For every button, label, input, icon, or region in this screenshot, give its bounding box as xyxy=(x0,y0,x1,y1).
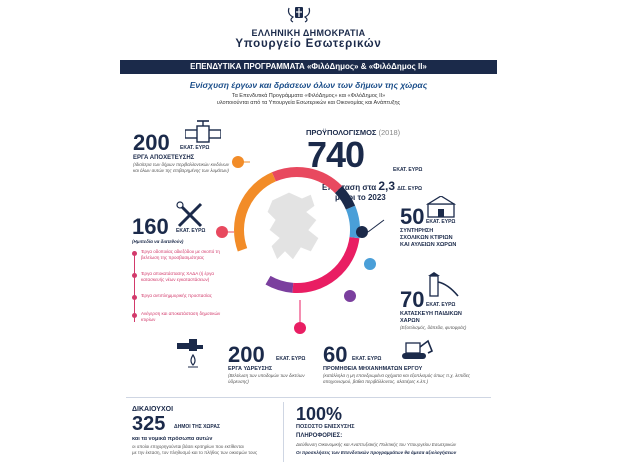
water-note: (Βελτίωση των υποδομών των δικτύων ύδρευσης) xyxy=(228,373,305,384)
schools-title-3: ΚΑΙ ΑΥΛΕΙΩΝ ΧΩΡΩΝ xyxy=(400,242,457,248)
budget-until: μέχρι το 2023 xyxy=(335,193,386,202)
beneficiaries-count-label: ΔΗΜΟΙ ΤΗΣ ΧΩΡΑΣ xyxy=(174,424,221,430)
roads-item: Ανέγερση και αποκατάσταση δημοτικών κτιρίων xyxy=(132,311,221,322)
bullet-dot xyxy=(132,251,137,256)
roads-item: Έργα αντιπλημμυρικής προστασίας xyxy=(132,293,221,299)
roads-unit: ΕΚΑΤ. ΕΥΡΩ xyxy=(176,228,206,234)
bullet-dot xyxy=(132,295,137,300)
water-tap-icon xyxy=(177,337,207,376)
schools-amount: 50 xyxy=(400,204,425,229)
drainage-amount: 200 xyxy=(133,130,170,155)
beneficiaries-label: ΔΙΚΑΙΟΥΧΟΙ xyxy=(132,406,174,413)
info-line-1: Διεύθυνση Οικονομικής και Αναπτυξιακής Πολιτικής του Υπουργείου Εσωτερικών xyxy=(296,442,457,447)
playgrounds-amount: 70 xyxy=(400,287,425,312)
budget-amount: 740 xyxy=(307,134,365,175)
program-banner: ΕΠΕΝΔΥΤΙΚΑ ΠΡΟΓΡΑΜΜΑΤΑ «ΦιλόΔημος» & «ΦιλόΔημος ΙΙ» xyxy=(120,60,497,74)
legal-entities: και τα νομικά πρόσωπα αυτών xyxy=(132,436,213,442)
beneficiaries-count: 325 xyxy=(132,413,166,435)
intro-line-1: Τα Επενδυτικά Προγράμματα «ΦιλόΔημος» και «ΦιλόΔημος ΙΙ» xyxy=(231,93,386,99)
schools-title-2: ΣΧΟΛΙΚΩΝ ΚΤΙΡΙΩΝ xyxy=(400,235,453,241)
bullet-dot xyxy=(132,313,137,318)
support-percent-label: ΠΟΣΟΣΤΟ ΕΝΙΣΧΥΣΗΣ xyxy=(296,424,355,430)
playgrounds-unit: ΕΚΑΤ. ΕΥΡΩ xyxy=(426,302,456,308)
machinery-note: (κατάλληλα η μη επανδρωμένα οχήματα και εξοπλισμός όπως π.χ. λεπίδες αποχιονισμού, βαθια περιβάλλοντος, αλατιέρες κ.λπ.) xyxy=(323,373,470,384)
drainage-note: (Ιδιαίτερα των δήμων περιβαλλοντικών κινδύνων και όλων αυτών της επιβαρημένης των λυμάτων) xyxy=(133,162,230,173)
roads-item: Έργα αποκατάστασης ΧΑΔΑ (ή έργα κατασκευής νέων εγκαταστάσεων) xyxy=(132,271,221,282)
budget-label: ΠΡΟΫΠΟΛΟΓΙΣΜΟΣ (2018) xyxy=(306,128,401,137)
playgrounds-title-1: ΚΑΤΑΣΚΕΥΗ ΠΑΙΔΙΚΩΝ xyxy=(400,311,462,317)
water-title: ΕΡΓΑ ΥΔΡΕΥΣΗΣ xyxy=(228,366,273,372)
school-building-icon xyxy=(426,196,456,223)
roads-amount: 160 xyxy=(132,214,169,239)
schools-unit: ΕΚΑΤ. ΕΥΡΩ xyxy=(426,219,456,225)
playgrounds-title-2: ΧΑΡΩΝ xyxy=(400,318,420,324)
playground-slide-icon xyxy=(428,272,460,303)
water-unit: ΕΚΑΤ. ΕΥΡΩ xyxy=(276,356,306,362)
connector-lines xyxy=(200,140,423,350)
roads-item: Έργα οδοποιίας αδιεξόδου με σκοπό τη βελτίωση της προσβασιμότητας xyxy=(132,249,221,260)
ministry-title: Υπουργείο Εσωτερικών xyxy=(235,38,382,50)
info-title: ΠΛΗΡΟΦΟΡΙΕΣ: xyxy=(296,433,343,439)
subtitle: Ενίσχυση έργων και δράσεων όλων των δήμων της χώρας xyxy=(189,80,428,90)
machinery-title: ΠΡΟΜΗΘΕΙΑ ΜΗΧΑΝΗΜΑΤΩΝ ΕΡΓΟΥ xyxy=(323,366,423,372)
drainage-unit: ΕΚΑΤ. ΕΥΡΩ xyxy=(180,145,210,151)
criteria-note-1: οι οποίοι επιχορηγούνται βάσει κριτηρίων που εκτίθενται xyxy=(132,444,244,449)
schools-title-1: ΣΥΝΤΗΡΗΣΗ xyxy=(400,228,434,234)
machinery-unit: ΕΚΑΤ. ΕΥΡΩ xyxy=(352,356,382,362)
water-amount: 200 xyxy=(228,342,265,367)
criteria-note-2: με την έκταση, τον πληθυσμό και το πλήθος των οικισμών τους xyxy=(132,450,258,455)
info-line-2: Οι προσκλήσεις των Επενδυτικών προγραμμάτων θα άμεσα αξιολογήσεων xyxy=(296,450,457,455)
bullet-dot xyxy=(132,273,137,278)
intro-line-2: υλοποιούνται από τα Υπουργεία Εσωτερικών και Οικονομίας και Ανάπτυξης xyxy=(216,100,401,106)
support-percent: 100% xyxy=(296,404,343,424)
coat-of-arms-icon xyxy=(285,4,313,24)
roads-note: (Ημιπεδία να διατεθούν) xyxy=(132,239,184,244)
excavator-icon xyxy=(400,337,434,368)
republic-title: ΕΛΛΗΝΙΚΗ ΔΗΜΟΚΡΑΤΙΑ xyxy=(251,28,366,38)
machinery-amount: 60 xyxy=(323,342,348,367)
budget-unit: ΕΚΑΤ. ΕΥΡΩ xyxy=(393,167,423,173)
budget-extension: Επέκταση στα 2,3 ΔΙΣ. ΕΥΡΩ xyxy=(322,179,423,193)
drainage-title: ΕΡΓΑ ΑΠΟΧΕΤΕΥΣΗΣ xyxy=(133,155,195,161)
footer-divider xyxy=(126,397,491,398)
playgrounds-note: (Εξοπλισμός, δάπεδα, φυτοφράς) xyxy=(400,325,467,330)
footer-vertical-divider xyxy=(283,402,284,462)
